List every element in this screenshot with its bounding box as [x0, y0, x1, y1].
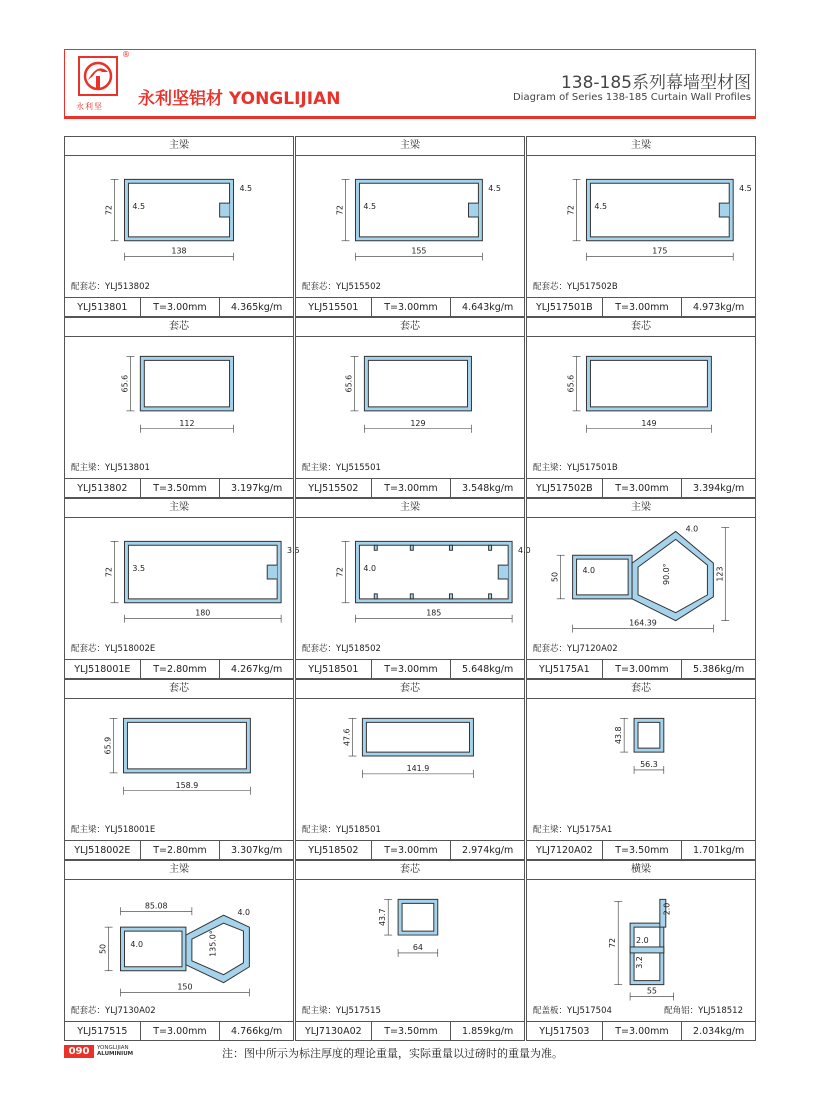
profile-type: 套芯	[65, 680, 293, 699]
registered-mark: ®	[122, 50, 130, 59]
profile-section	[586, 179, 733, 240]
unit-weight: 2.974kg/m	[462, 845, 514, 856]
profile-drawing	[296, 698, 524, 824]
matching-code: YLJ518001E	[105, 825, 156, 835]
profile-card	[526, 498, 756, 679]
wall-thickness: T=2.80mm	[141, 841, 221, 860]
profile-type: 套芯	[65, 318, 293, 337]
wall-thickness: T=3.00mm	[372, 298, 452, 317]
spec-row	[527, 659, 755, 679]
matching-part	[533, 280, 618, 292]
dimension-label: 65.6	[344, 374, 354, 393]
spec-row	[65, 840, 293, 860]
spec-row	[296, 478, 524, 498]
logo-subtext: 永利坚	[76, 102, 103, 111]
angle-label: 135.0°	[208, 930, 218, 957]
dimension-label: 72	[566, 205, 576, 216]
profile-drawing	[527, 155, 755, 281]
wall-thickness: T=3.00mm	[141, 1022, 221, 1041]
dimension-label: 150	[177, 982, 193, 992]
thickness-label: 4.5	[739, 184, 752, 194]
spec-row	[527, 1021, 755, 1041]
thickness-label: 4.5	[239, 184, 253, 194]
dimension-label: 158.9	[175, 780, 199, 790]
footer-brand-line2: ALUMINIUM	[97, 1051, 134, 1057]
profile-drawing	[296, 879, 524, 1005]
profile-rib	[374, 594, 377, 599]
profile-card	[295, 860, 525, 1041]
profile-drawing	[296, 336, 524, 462]
wall-thickness: T=3.00mm	[603, 298, 683, 317]
profile-type: 主梁	[65, 499, 293, 518]
unit-weight: 2.034kg/m	[693, 1026, 745, 1037]
profile-card	[64, 317, 294, 498]
profile-section	[634, 718, 664, 752]
profile-type: 套芯	[296, 861, 524, 880]
matching-code: YLJ5175A1	[567, 825, 613, 835]
spec-row	[65, 659, 293, 679]
matching-code: YLJ7120A02	[567, 644, 618, 654]
matching-label: 配套芯：	[533, 282, 568, 292]
profile-drawing	[527, 698, 755, 824]
profile-type: 主梁	[65, 137, 293, 156]
matching-label-2: 配角铝：	[664, 1006, 699, 1016]
spec-row	[65, 1021, 293, 1041]
profile-section	[124, 541, 281, 602]
profile-type: 横梁	[527, 861, 755, 880]
profile-card	[526, 136, 756, 317]
profile-web	[630, 947, 664, 953]
spec-row	[527, 840, 755, 860]
wall-thickness: T=3.00mm	[141, 298, 221, 317]
profile-rib	[410, 545, 413, 550]
unit-weight: 4.365kg/m	[231, 302, 283, 313]
thickness-label: 4.5	[488, 184, 501, 194]
spec-row	[527, 478, 755, 498]
profile-drawing	[296, 517, 531, 643]
wall-thickness: T=3.00mm	[603, 479, 683, 498]
dimension-label: 185	[426, 608, 442, 618]
profile-type: 套芯	[296, 318, 524, 337]
spec-row	[527, 297, 755, 317]
profile-row	[64, 136, 756, 317]
profile-section	[364, 356, 471, 411]
dimension-label: 141.9	[406, 763, 430, 773]
profile-section	[398, 899, 438, 935]
matching-code: YLJ517501B	[567, 463, 618, 473]
matching-part	[302, 1004, 381, 1016]
profile-row	[64, 679, 756, 860]
thickness-label: 4.0	[237, 908, 251, 918]
matching-code: YLJ518501	[336, 825, 381, 835]
matching-label: 配套芯：	[302, 282, 337, 292]
profile-drawing	[65, 517, 300, 643]
profile-card	[295, 317, 525, 498]
dimension-label: 56.3	[640, 759, 658, 769]
profile-type: 主梁	[296, 137, 524, 156]
dimension-label: 55	[646, 986, 657, 996]
thickness-label: 4.0	[130, 939, 144, 949]
matching-label: 配套芯：	[71, 644, 106, 654]
wall-thickness: T=3.00mm	[372, 660, 452, 679]
dimension-label: 43.8	[614, 726, 624, 745]
wall-thickness: T=3.50mm	[141, 479, 221, 498]
matching-part	[533, 1004, 612, 1016]
profile-drawing	[527, 336, 755, 462]
page-title: 138-185系列幕墙型材图	[560, 73, 751, 93]
profile-card	[64, 136, 294, 317]
matching-code: YLJ517515	[336, 1006, 381, 1016]
wall-thickness: T=2.80mm	[141, 660, 221, 679]
unit-weight: 3.307kg/m	[231, 845, 283, 856]
dimension-label: 64	[412, 942, 423, 952]
profile-code: YLJ515502	[296, 479, 372, 498]
matching-label: 配套芯：	[71, 1006, 106, 1016]
dimension-label: 85.08	[144, 901, 168, 911]
profile-type: 主梁	[296, 499, 524, 518]
profile-card	[295, 498, 531, 679]
profile-notch	[498, 565, 508, 579]
dimension-label: 112	[179, 418, 195, 428]
profile-section	[123, 718, 250, 773]
matching-part	[302, 280, 381, 292]
unit-weight: 3.394kg/m	[693, 483, 745, 494]
matching-part	[533, 461, 618, 473]
brand-logo-icon	[78, 56, 118, 106]
profile-grid	[64, 136, 756, 1041]
profile-code: YLJ518001E	[65, 660, 141, 679]
profile-rib	[489, 594, 492, 599]
matching-code: YLJ515501	[336, 463, 381, 473]
unit-weight: 4.643kg/m	[462, 302, 514, 313]
profile-type: 主梁	[527, 499, 755, 518]
matching-code: YLJ517504	[567, 1006, 612, 1016]
profile-section	[586, 356, 711, 411]
dimension-label: 164.39	[629, 618, 657, 628]
profile-card	[64, 679, 294, 860]
footer-brand-line1: YONGLIJIAN	[97, 1045, 129, 1051]
profile-drawing	[65, 698, 293, 824]
unit-weight: 5.648kg/m	[462, 664, 514, 675]
profile-drawing	[65, 879, 293, 1005]
profile-card	[295, 136, 525, 317]
profile-type: 主梁	[65, 861, 293, 880]
profile-card	[64, 860, 294, 1041]
matching-label: 配盖板：	[533, 1006, 568, 1016]
dimension-label: 180	[195, 608, 211, 618]
profile-drawing	[296, 155, 524, 281]
profile-code: YLJ513801	[65, 298, 141, 317]
wall-thickness: T=3.00mm	[603, 660, 683, 679]
matching-part	[71, 1004, 156, 1016]
unit-weight: 5.386kg/m	[693, 664, 745, 675]
dimension-label: 43.7	[378, 908, 388, 927]
profile-drawing	[527, 517, 755, 643]
matching-label: 配套芯：	[533, 644, 568, 654]
thickness-label: 4.0	[582, 566, 596, 576]
wall-thickness: T=3.00mm	[372, 479, 452, 498]
matching-label: 配主梁：	[533, 463, 568, 473]
profile-card	[64, 498, 300, 679]
profile-type: 套芯	[296, 680, 524, 699]
unit-weight: 4.766kg/m	[231, 1026, 283, 1037]
matching-part	[533, 823, 612, 835]
dimension-label: 50	[98, 943, 108, 954]
profile-card	[295, 679, 525, 860]
dimension-label: 47.6	[342, 728, 352, 747]
footer-note: 注：图中所示为标注厚度的理论重量，实际重量以过磅时的重量为准。	[222, 1047, 563, 1060]
matching-part	[533, 642, 618, 654]
matching-label: 配主梁：	[71, 463, 106, 473]
matching-code: YLJ7130A02	[105, 1006, 156, 1016]
profile-section	[573, 555, 632, 599]
unit-weight: 4.267kg/m	[231, 664, 283, 675]
profile-rib	[410, 594, 413, 599]
header-red-bar	[64, 116, 756, 119]
dimension-label: 175	[652, 246, 668, 256]
wall-thickness: T=3.00mm	[372, 841, 452, 860]
profile-notch	[468, 203, 478, 217]
thickness-label: 4.0	[518, 546, 531, 556]
dimension-label: 72	[335, 567, 345, 578]
spec-row	[296, 659, 524, 679]
matching-label: 配主梁：	[302, 825, 337, 835]
spec-row	[296, 1021, 524, 1041]
profile-drawing	[65, 336, 293, 462]
brand-name: 永利坚铝材 YONGLIJIAN	[138, 89, 341, 109]
profile-rib	[449, 545, 452, 550]
profile-code: YLJ518002E	[65, 841, 141, 860]
page-subtitle: Diagram of Series 138-185 Curtain Wall Profiles	[512, 92, 751, 103]
matching-part	[71, 823, 155, 835]
page-number: 090	[64, 1045, 94, 1058]
thickness-label: 2.0	[662, 902, 672, 916]
matching-code-2: YLJ518512	[698, 1006, 743, 1016]
thickness-label: 3.5	[287, 546, 300, 556]
thickness-label: 4.5	[594, 202, 608, 212]
spec-row	[296, 297, 524, 317]
profile-code: YLJ517515	[65, 1022, 141, 1041]
thickness-label: 4.5	[363, 202, 377, 212]
matching-part	[71, 461, 150, 473]
dimension-label: 50	[550, 571, 560, 583]
profile-drawing	[65, 155, 293, 281]
thickness-label: 2.0	[636, 935, 649, 945]
matching-part-2	[664, 1004, 743, 1016]
matching-label: 配主梁：	[71, 825, 106, 835]
dimension-label: 72	[608, 937, 618, 949]
matching-part	[302, 461, 381, 473]
profile-code: YLJ513802	[65, 479, 141, 498]
profile-card	[526, 317, 756, 498]
matching-part	[71, 642, 155, 654]
matching-label: 配套芯：	[71, 282, 106, 292]
spec-row	[65, 297, 293, 317]
profile-notch	[719, 203, 729, 217]
matching-code: YLJ513802	[105, 282, 150, 292]
profile-section	[140, 356, 233, 411]
profile-code: YLJ518502	[296, 841, 372, 860]
profile-type: 主梁	[527, 137, 755, 156]
profile-card	[526, 679, 756, 860]
matching-label: 配主梁：	[302, 463, 337, 473]
profile-notch	[220, 203, 230, 217]
unit-weight: 3.548kg/m	[462, 483, 514, 494]
matching-part	[302, 642, 381, 654]
profile-code: YLJ5175A1	[527, 660, 603, 679]
thickness-label: 4.0	[363, 564, 377, 574]
unit-weight: 3.197kg/m	[231, 483, 283, 494]
matching-part	[302, 823, 381, 835]
profile-type: 套芯	[527, 318, 755, 337]
unit-weight: 4.973kg/m	[693, 302, 745, 313]
profile-rib	[374, 545, 377, 550]
dimension-label: 149	[641, 418, 657, 428]
profile-code: YLJ7130A02	[296, 1022, 372, 1041]
dimension-label: 65.9	[103, 736, 113, 755]
dimension-label: 138	[171, 246, 187, 256]
profile-rib	[489, 545, 492, 550]
dimension-label: 72	[335, 205, 345, 216]
unit-weight: 1.701kg/m	[693, 845, 745, 856]
profile-notch	[267, 565, 277, 579]
dimension-label: 123	[715, 566, 725, 582]
profile-rib	[449, 594, 452, 599]
matching-code: YLJ518502	[336, 644, 381, 654]
thickness-label: 4.0	[685, 524, 699, 534]
profile-code: YLJ517501B	[527, 298, 603, 317]
matching-part	[71, 280, 150, 292]
spec-row	[65, 478, 293, 498]
matching-code: YLJ513801	[105, 463, 150, 473]
profile-card	[526, 860, 756, 1041]
dimension-label: 65.6	[120, 374, 130, 393]
footer-brand	[97, 1045, 133, 1057]
dimension-label: 65.6	[566, 374, 576, 393]
profile-code: YLJ518501	[296, 660, 372, 679]
dimension-label: 129	[410, 418, 426, 428]
profile-code: YLJ517502B	[527, 479, 603, 498]
profile-row	[64, 860, 756, 1041]
profile-code: YLJ517503	[527, 1022, 603, 1041]
wall-thickness: T=3.00mm	[603, 1022, 683, 1041]
profile-row	[64, 498, 756, 679]
unit-weight: 1.859kg/m	[462, 1026, 514, 1037]
dimension-label: 155	[411, 246, 427, 256]
thickness-label: 3.5	[132, 564, 146, 574]
matching-code: YLJ518002E	[105, 644, 156, 654]
dimension-label: 72	[104, 567, 114, 578]
matching-label: 配主梁：	[302, 1006, 337, 1016]
profile-row	[64, 317, 756, 498]
dimension-label: 72	[104, 205, 114, 216]
profile-code: YLJ515501	[296, 298, 372, 317]
angle-label: 90.0°	[661, 563, 671, 585]
wall-thickness: T=3.50mm	[603, 841, 683, 860]
thickness-label: 4.5	[132, 202, 146, 212]
matching-code: YLJ517502B	[567, 282, 618, 292]
matching-label: 配套芯：	[302, 644, 337, 654]
profile-section	[630, 923, 664, 984]
profile-type: 套芯	[527, 680, 755, 699]
profile-drawing	[527, 879, 755, 1005]
spec-row	[296, 840, 524, 860]
matching-label: 配主梁：	[533, 825, 568, 835]
matching-code: YLJ515502	[336, 282, 381, 292]
profile-section	[362, 718, 473, 756]
profile-code: YLJ7120A02	[527, 841, 603, 860]
thickness-label: 3.2	[634, 956, 644, 969]
wall-thickness: T=3.50mm	[372, 1022, 452, 1041]
